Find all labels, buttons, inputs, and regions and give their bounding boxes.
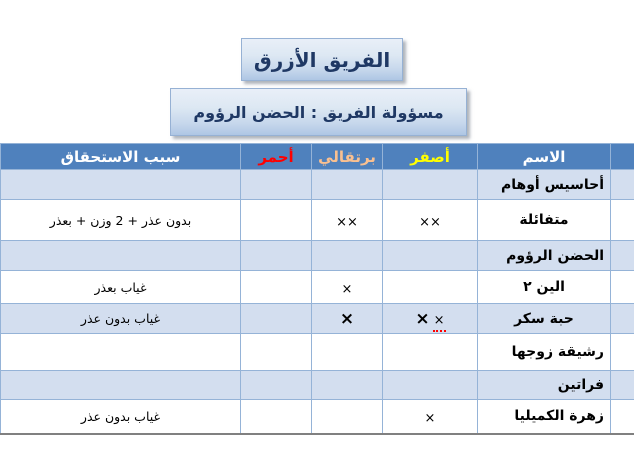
- red-cell: [241, 400, 312, 434]
- edge-cell: [611, 200, 634, 241]
- reason-text: غياب بدون عذر: [80, 311, 161, 326]
- reason-text: غياب بعذر: [94, 279, 147, 295]
- member-name: حبة سكر: [514, 310, 574, 327]
- header-row: [1, 144, 634, 170]
- reason-cell: [1, 304, 241, 334]
- orange-cell: [312, 200, 383, 241]
- header-reason-label: سبب الاستحقاق: [1, 144, 241, 170]
- x-mark: ××: [336, 214, 358, 230]
- red-cell: [241, 371, 312, 400]
- edge-cell: [611, 334, 634, 371]
- name-cell: [478, 371, 611, 400]
- team-title-box: [241, 38, 403, 81]
- red-cell: [241, 304, 312, 334]
- table-row: [1, 334, 634, 371]
- edge-cell: [611, 371, 634, 400]
- table-row: [1, 200, 634, 241]
- reason-cell: [1, 271, 241, 304]
- member-name: الحضن الرؤوم: [506, 247, 604, 264]
- orange-cell: [312, 334, 383, 371]
- team-manager-text: مسؤولة الفريق : الحضن الرؤوم: [193, 102, 444, 122]
- x-mark: ×: [433, 313, 445, 328]
- team-table-body: [1, 170, 634, 434]
- table-row: [1, 304, 634, 334]
- team-table: [0, 143, 634, 435]
- team-manager-box: [170, 88, 467, 136]
- member-name: الين ٢: [523, 279, 565, 295]
- table-row: [1, 400, 634, 434]
- name-cell: [478, 304, 611, 334]
- reason-cell: [1, 400, 241, 434]
- member-name: فراتين: [557, 377, 604, 393]
- red-cell: [241, 200, 312, 241]
- table-row: [1, 241, 634, 271]
- name-cell: [478, 200, 611, 241]
- yellow-cell: [383, 371, 478, 400]
- x-mark: ××: [419, 214, 441, 230]
- edge-cell: [611, 170, 634, 200]
- red-cell: [241, 241, 312, 271]
- member-name: زهرة الكميليا: [514, 408, 604, 425]
- x-mark: ×: [415, 309, 430, 329]
- reason-text: غياب بدون عذر: [80, 408, 161, 424]
- name-cell: [478, 334, 611, 371]
- table-row: [1, 271, 634, 304]
- edge-cell: [611, 271, 634, 304]
- orange-cell: [312, 371, 383, 400]
- x-mark: ×: [339, 309, 355, 329]
- team-title: الفريق الأزرق: [253, 47, 391, 72]
- edge-cell: [611, 400, 634, 434]
- red-cell: [241, 170, 312, 200]
- red-cell: [241, 271, 312, 304]
- yellow-cell: [383, 334, 478, 371]
- name-cell: [478, 170, 611, 200]
- yellow-cell: [383, 400, 478, 434]
- reason-cell: [1, 371, 241, 400]
- edge-cell: [611, 304, 634, 334]
- header-yellow-label: أصفر: [383, 144, 478, 170]
- name-cell: [478, 241, 611, 271]
- red-cell: [241, 334, 312, 371]
- table-row: [1, 371, 634, 400]
- header-orange-label: برتقالي: [312, 144, 383, 170]
- orange-cell: [312, 304, 383, 334]
- name-cell: [478, 271, 611, 304]
- yellow-cell: [383, 241, 478, 271]
- orange-cell: [312, 170, 383, 200]
- name-cell: [478, 400, 611, 434]
- header-red-label: أحمر: [241, 144, 312, 170]
- reason-cell: [1, 200, 241, 241]
- member-name: أحاسيس أوهام: [500, 176, 604, 193]
- member-name: رشيقة زوجها: [511, 344, 604, 360]
- reason-cell: [1, 170, 241, 200]
- yellow-cell: [383, 170, 478, 200]
- edge-cell: [611, 241, 634, 271]
- x-mark: ×: [424, 410, 436, 426]
- orange-cell: [312, 271, 383, 304]
- reason-cell: [1, 241, 241, 271]
- member-name: متفائلة: [519, 212, 569, 228]
- orange-cell: [312, 400, 383, 434]
- yellow-cell: [383, 304, 478, 334]
- reason-text: بدون عذر + 2 وزن + بعذر: [49, 212, 192, 228]
- orange-cell: [312, 241, 383, 271]
- yellow-cell: [383, 200, 478, 241]
- reason-cell: [1, 334, 241, 371]
- x-mark: ×: [341, 281, 353, 297]
- table-row: [1, 170, 634, 200]
- header-name-label: الاسم: [478, 144, 611, 170]
- header-edge-cell: [611, 144, 634, 170]
- yellow-cell: [383, 271, 478, 304]
